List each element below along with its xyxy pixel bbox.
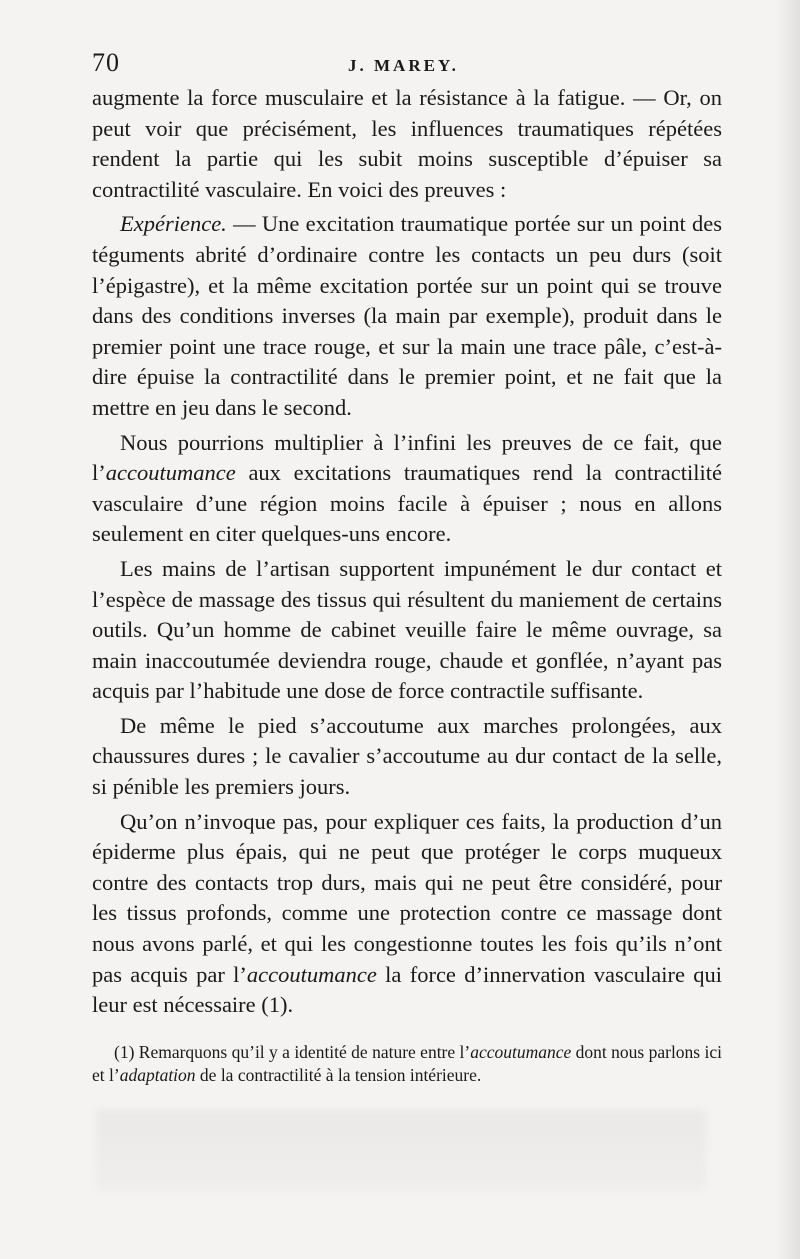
text-run: dont nous parlons ici et l’ xyxy=(92,1042,722,1085)
text-run: la force d’innervation vasculaire qui leur est nécessaire (1). xyxy=(92,961,723,1018)
page-header xyxy=(92,48,722,82)
italic-text: accoutumance xyxy=(105,460,236,486)
text-run: (1) Remarquons qu’il y a identité de nature entre l’ xyxy=(114,1042,471,1062)
paragraph xyxy=(92,83,722,205)
page-edge-shadow xyxy=(776,0,800,1259)
show-through-bleed xyxy=(96,1110,706,1190)
running-head: J. MAREY. xyxy=(348,56,459,75)
text-run: augmente la force musculaire et la résistance à la fatigue. — Or, on peut voir que précisément, les influences traumatiques répétées rendent la partie qui les subit moins susceptible d’épuiser sa contractilité vasculaire. En voici des preuves : xyxy=(92,85,722,202)
italic-text: accoutumance xyxy=(470,1042,572,1062)
page-number: 70 xyxy=(92,48,120,77)
paragraph xyxy=(92,209,722,423)
text-run: Nous pourrions multiplier à l’infini les preuves de ce fait, que l’ xyxy=(92,429,722,486)
italic-text: adaptation xyxy=(119,1065,196,1085)
text-run: De même le pied s’accoutume aux marches prolongées, aux chaussures dures ; le cavalier s’accoutume au dur contact de la selle, si pénible les premiers jours. xyxy=(92,712,722,800)
footnotes xyxy=(92,1041,722,1087)
italic-text: accoutumance xyxy=(246,961,377,987)
italic-text: Expérience. xyxy=(120,211,227,237)
text-run: — Une excitation traumatique portée sur un point des téguments abrité d’ordinaire contre les contacts un peu durs (soit l’épigastre), et la même excitation portée sur un point qui se trouve dans des conditions inverses (la main par exemple), produit dans le premier point une trace rouge, et sur la main une trace pâle, c’est-à-dire épuise la contractilité dans le premier point, et ne fait que la mettre en jeu dans le second. xyxy=(92,211,722,420)
paragraph xyxy=(92,554,722,707)
footnote xyxy=(92,1041,722,1087)
paragraph xyxy=(92,428,722,550)
text-run: aux excitations traumatiques rend la contractilité vasculaire d’une région moins facile à épuiser ; nous en allons seulement en citer quelques-uns encore. xyxy=(92,460,722,547)
text-run: de la contractilité à la tension intérieure. xyxy=(195,1065,482,1085)
paragraph xyxy=(92,807,722,1021)
body-text xyxy=(92,83,722,1025)
text-run: Les mains de l’artisan supportent impunément le dur contact et l’espèce de massage des tissus qui résultent du maniement de certains outils. Qu’un homme de cabinet veuille faire le même ouvrage, sa main inaccoutumée deviendra rouge, chaude et gonflée, n’ayant pas acquis par l’habitude une dose de force contractile suffisante. xyxy=(92,555,722,704)
paragraph xyxy=(92,711,722,803)
text-run: Qu’on n’invoque pas, pour expliquer ces faits, la production d’un épiderme plus épais, qui ne peut que protéger le corps muqueux contre des contacts trop durs, mais qui ne peut être considéré, pour les tissus profonds, comme une protection contre ce massage dont nous avons parlé, et qui les congestionne toutes les fois qu’ils n’ont pas acquis par l’ xyxy=(92,808,722,987)
